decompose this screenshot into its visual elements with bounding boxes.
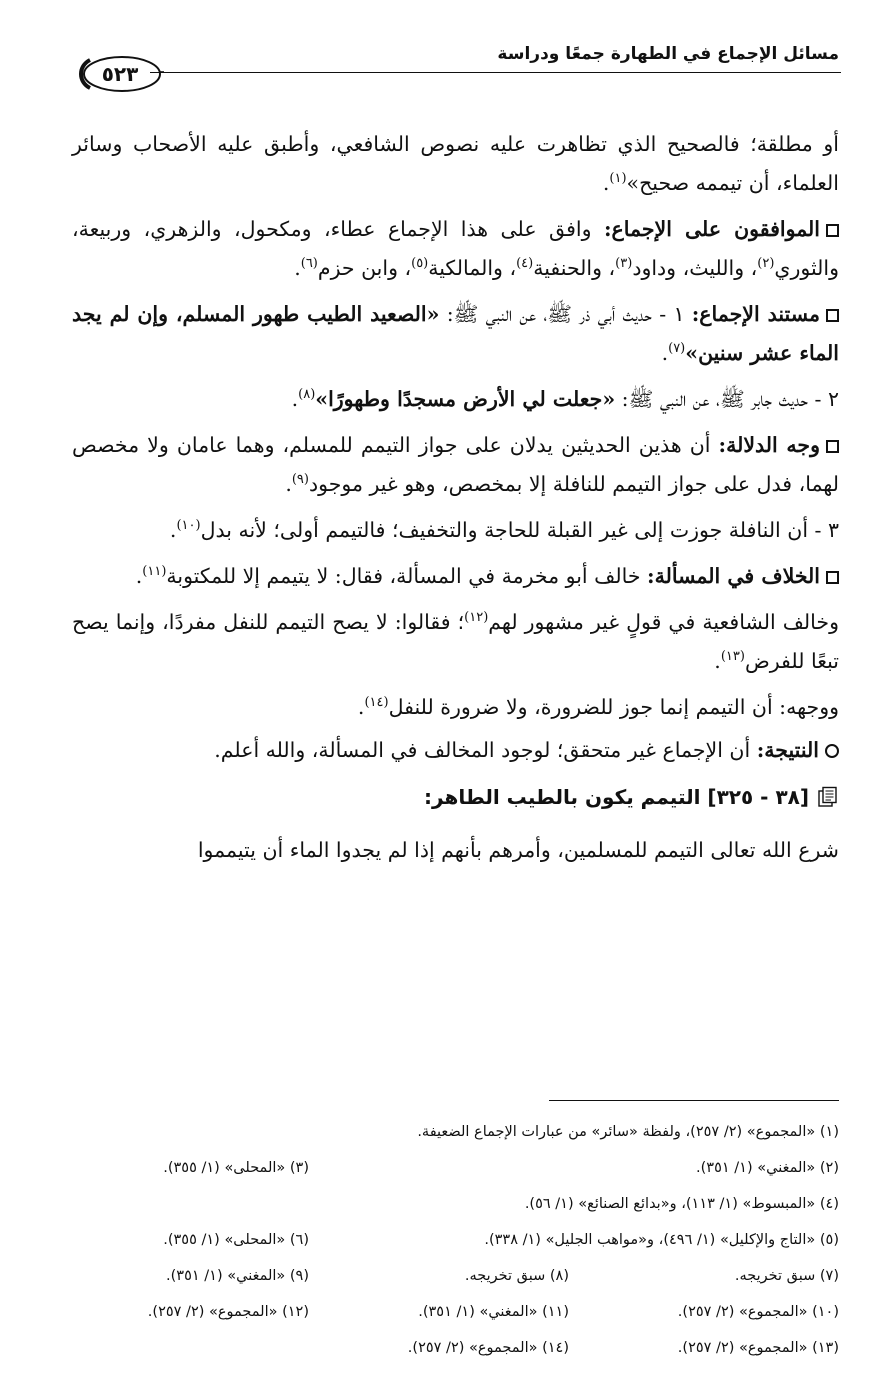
footnote-ref: (٥)	[411, 256, 429, 272]
square-bullet-icon	[826, 224, 839, 237]
paragraph-text: ٢ - حديث جابر ﷺ، عن النبي ﷺ:	[615, 387, 839, 411]
section-label: مستند الإجماع:	[691, 302, 820, 326]
footnotes	[40, 1114, 839, 1366]
footnote: (١) «المجموع» (٢/ ٢٥٧)، ولفظة «سائر» من عبارات الإجماع الضعيفة.	[417, 1124, 839, 1140]
footnote: (٩) «المغني» (١/ ٣٥١).	[166, 1268, 309, 1284]
footnote: (١٣) «المجموع» (٢/ ٢٥٧).	[677, 1340, 839, 1356]
footnote-ref: (٢)	[757, 256, 775, 272]
paragraph-end: .	[285, 472, 292, 496]
paragraph-section-intro	[72, 831, 839, 870]
paragraph-agreeing-scholars	[72, 210, 839, 288]
footnote-ref: (١١)	[142, 564, 167, 580]
footnote-row	[40, 1294, 839, 1330]
section-heading-text: [٣٨ - ٣٢٥] التيمم يكون بالطيب الطاهر:	[424, 785, 809, 809]
footnote-row	[40, 1114, 839, 1150]
circle-bullet-icon	[825, 744, 839, 758]
paragraph-text: شرع الله تعالى التيمم للمسلمين، وأمرهم بأنهم إذا لم يجدوا الماء أن يتيمموا	[197, 838, 839, 862]
paragraph-end: .	[661, 341, 669, 365]
footnote-ref: (١)	[609, 171, 627, 187]
paragraph-hadith-2	[72, 380, 839, 419]
footnote: (٦) «المحلى» (١/ ٣٥٥).	[163, 1232, 309, 1248]
footnote: (٧) سبق تخريجه.	[734, 1268, 839, 1284]
paragraph-end: .	[357, 695, 365, 719]
section-label: الموافقون على الإجماع:	[603, 217, 821, 241]
paragraph-end: .	[602, 171, 610, 195]
paragraph-text: ووجهه: أن التيمم إنما جوز للضرورة، ولا ضرورة للنفل	[388, 695, 839, 719]
paragraph-end: .	[135, 564, 143, 588]
hadith-quote: «جعلت لي الأرض مسجدًا وطهورًا»	[315, 387, 616, 411]
paragraph-inference	[72, 426, 839, 504]
paragraph-text: ١ - حديث أبي ذر ﷺ، عن النبي ﷺ:	[439, 302, 692, 326]
footnote-row	[40, 1222, 839, 1258]
paragraph-end: .	[714, 649, 721, 673]
paragraph-text: خالف أبو مخرمة في المسألة، فقال: لا يتيمم إلا للمكتوبة	[166, 564, 648, 588]
square-bullet-icon	[826, 440, 839, 453]
footnote: (١١) «المغني» (١/ ٣٥١).	[418, 1304, 569, 1320]
section-heading	[72, 778, 839, 821]
paragraph-text: ٣ - أن النافلة جوزت إلى غير القبلة للحاجة والتخفيف؛ فالتيمم أولى؛ لأنه بدل	[200, 518, 839, 542]
paragraph-text: أن هذين الحديثين يدلان على جواز التيمم للمسلم، وهما عامان ولا مخصص لهما، فدل على جواز التيمم للنافلة إلا بمخصص، وهو غير موجود	[72, 433, 839, 496]
footnote: (١٤) «المجموع» (٢/ ٢٥٧).	[407, 1340, 569, 1356]
footnote: (٨) سبق تخريجه.	[464, 1268, 569, 1284]
footnote-ref: (٩)	[291, 472, 309, 488]
footnote: (١٢) «المجموع» (٢/ ٢٥٧).	[147, 1304, 309, 1320]
footnote-separator	[549, 1100, 839, 1101]
page-number: ٥٢٣	[101, 62, 139, 86]
paragraph-reasoning	[72, 688, 839, 727]
footnote-ref: (١٤)	[364, 695, 389, 711]
header-rule	[150, 72, 841, 73]
footnote: (٣) «المحلى» (١/ ٣٥٥).	[163, 1160, 309, 1176]
paragraph-result	[72, 731, 839, 770]
paragraph-end: .	[291, 387, 299, 411]
paragraph-shafii-view	[72, 603, 839, 681]
running-header-title: مسائل الإجماع في الطهارة جمعًا ودراسة	[497, 44, 839, 64]
footnote-ref: (٤)	[516, 256, 534, 272]
paragraph-end: .	[294, 256, 301, 280]
paragraph-text: وخالف الشافعية في قولٍ غير مشهور لهم	[488, 610, 839, 634]
footnote: (١٠) «المجموع» (٢/ ٢٥٧).	[677, 1304, 839, 1320]
square-bullet-icon	[826, 571, 839, 584]
footnote-row	[40, 1330, 839, 1366]
footnote-ref: (٦)	[300, 256, 318, 272]
paragraph-text: أن الإجماع غير متحقق؛ لوجود المخالف في المسألة، والله أعلم.	[214, 738, 757, 762]
footnote: (٢) «المغني» (١/ ٣٥١).	[696, 1160, 839, 1176]
main-text	[72, 125, 839, 877]
paragraph-1	[72, 125, 839, 203]
footnote-ref: (١٢)	[464, 610, 489, 626]
footnote-ref: (١٠)	[176, 518, 201, 534]
paragraph-text: وافق على هذا الإجماع عطاء، ومكحول، والزهري، وربيعة، والثوري	[72, 217, 839, 280]
section-label: الخلاف في المسألة:	[647, 564, 820, 588]
footnote-ref: (٨)	[298, 387, 316, 403]
paragraph-point-3	[72, 511, 839, 550]
paragraph-text: ، والحنفية	[533, 256, 616, 280]
footnote: (٤) «المبسوط» (١/ ١١٣)، و«بدائع الصنائع» (١/ ٥٦).	[524, 1196, 839, 1212]
square-bullet-icon	[826, 309, 839, 322]
document-icon	[817, 782, 839, 821]
section-label: النتيجة:	[756, 738, 819, 762]
footnote-ref: (١٣)	[720, 649, 745, 665]
paragraph-disagreement	[72, 557, 839, 596]
footnote: (٥) «التاج والإكليل» (١/ ٤٩٦)، و«مواهب الجليل» (١/ ٣٣٨).	[484, 1232, 839, 1248]
paragraph-end: .	[169, 518, 177, 542]
footnote-row	[40, 1258, 839, 1294]
paragraph-text: ، والمالكية	[428, 256, 517, 280]
footnote-ref: (٣)	[615, 256, 633, 272]
footnote-ref: (٧)	[668, 341, 686, 357]
paragraph-evidence	[72, 295, 839, 373]
hadith-quote: «الصعيد الطيب طهور المسلم، وإن لم يجد الماء عشر سنين»	[72, 302, 839, 365]
footnote-row	[40, 1150, 839, 1186]
footnote-row	[40, 1186, 839, 1222]
paragraph-text: ؛ فقالوا: لا يصح التيمم للنفل مفردًا، وإنما يصح تبعًا للفرض	[72, 610, 839, 673]
paragraph-text: ، وابن حزم	[317, 256, 412, 280]
paragraph-text: أو مطلقة؛ فالصحيح الذي تظاهرت عليه نصوص الشافعي، وأطبق عليه الأصحاب وسائر العلماء، أن تيممه صحيح»	[72, 132, 839, 195]
page-number-badge	[76, 52, 164, 96]
paragraph-text: ، والليث، وداود	[632, 256, 758, 280]
section-label: وجه الدلالة:	[718, 433, 820, 457]
